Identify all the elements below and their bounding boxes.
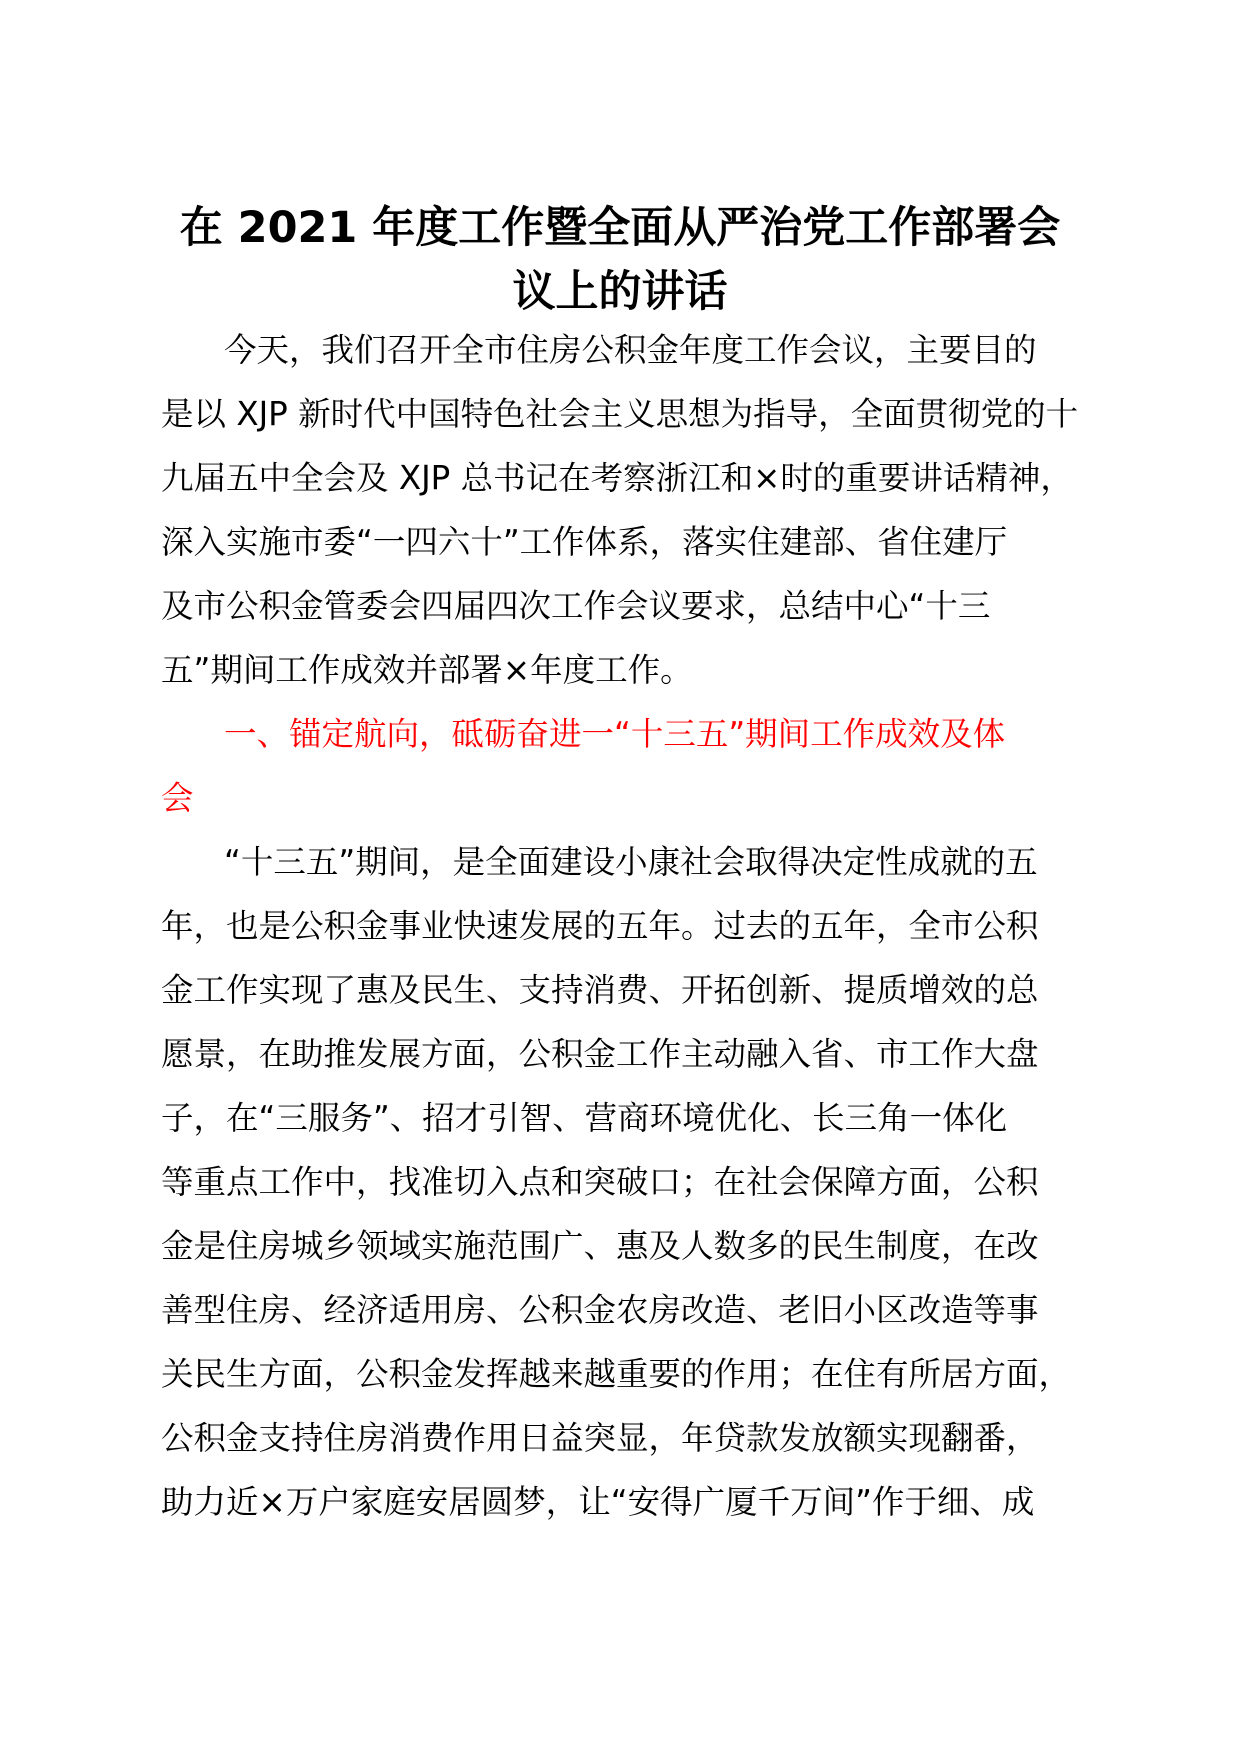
document-title-line-2: 议上的讲话 <box>512 267 728 317</box>
body-line: 金是住房城乡领域实施范围广、惠及人数多的民生制度，在改 <box>161 1227 1039 1265</box>
document-title-line-1: 在 2021 年度工作暨全面从严治党工作部署会 <box>179 203 1061 253</box>
body-line: 关民生方面，公积金发挥越来越重要的作用；在住有所居方面， <box>161 1355 1072 1393</box>
intro-line: 及市公积金管委会四届四次工作会议要求，总结中心“十三 <box>161 587 991 625</box>
body-line: “十三五”期间，是全面建设小康社会取得决定性成就的五 <box>224 843 1038 881</box>
body-line: 等重点工作中，找准切入点和突破口；在社会保障方面，公积 <box>161 1163 1039 1201</box>
body-line: 年，也是公积金事业快速发展的五年。过去的五年，全市公积 <box>161 907 1039 945</box>
body-line: 公积金支持住房消费作用日益突显，年贷款发放额实现翻番， <box>161 1419 1039 1457</box>
intro-line: 是以 XJP 新时代中国特色社会主义思想为指导，全面贯彻党的十 <box>161 395 1079 433</box>
body-line: 助力近×万户家庭安居圆梦，让“安得广厦千万间”作于细、成 <box>161 1483 1035 1521</box>
section-heading-line-1: 一、锚定航向，砥砺奋进一“十三五”期间工作成效及体 <box>224 715 1006 753</box>
body-line: 子，在“三服务”、招才引智、营商环境优化、长三角一体化 <box>161 1099 1008 1137</box>
section-heading-line-2: 会 <box>161 779 194 817</box>
intro-line: 深入实施市委“一四六十”工作体系，落实住建部、省住建厅 <box>161 523 1008 561</box>
body-line: 善型住房、经济适用房、公积金农房改造、老旧小区改造等事 <box>161 1291 1039 1329</box>
intro-line: 今天，我们召开全市住房公积金年度工作会议，主要目的 <box>224 331 1037 369</box>
body-line: 金工作实现了惠及民生、支持消费、开拓创新、提质增效的总 <box>161 971 1039 1009</box>
body-line: 愿景，在助推发展方面，公积金工作主动融入省、市工作大盘 <box>161 1035 1039 1073</box>
intro-line: 九届五中全会及 XJP 总书记在考察浙江和×时的重要讲话精神， <box>161 459 1073 497</box>
intro-line: 五”期间工作成效并部署×年度工作。 <box>161 651 693 689</box>
